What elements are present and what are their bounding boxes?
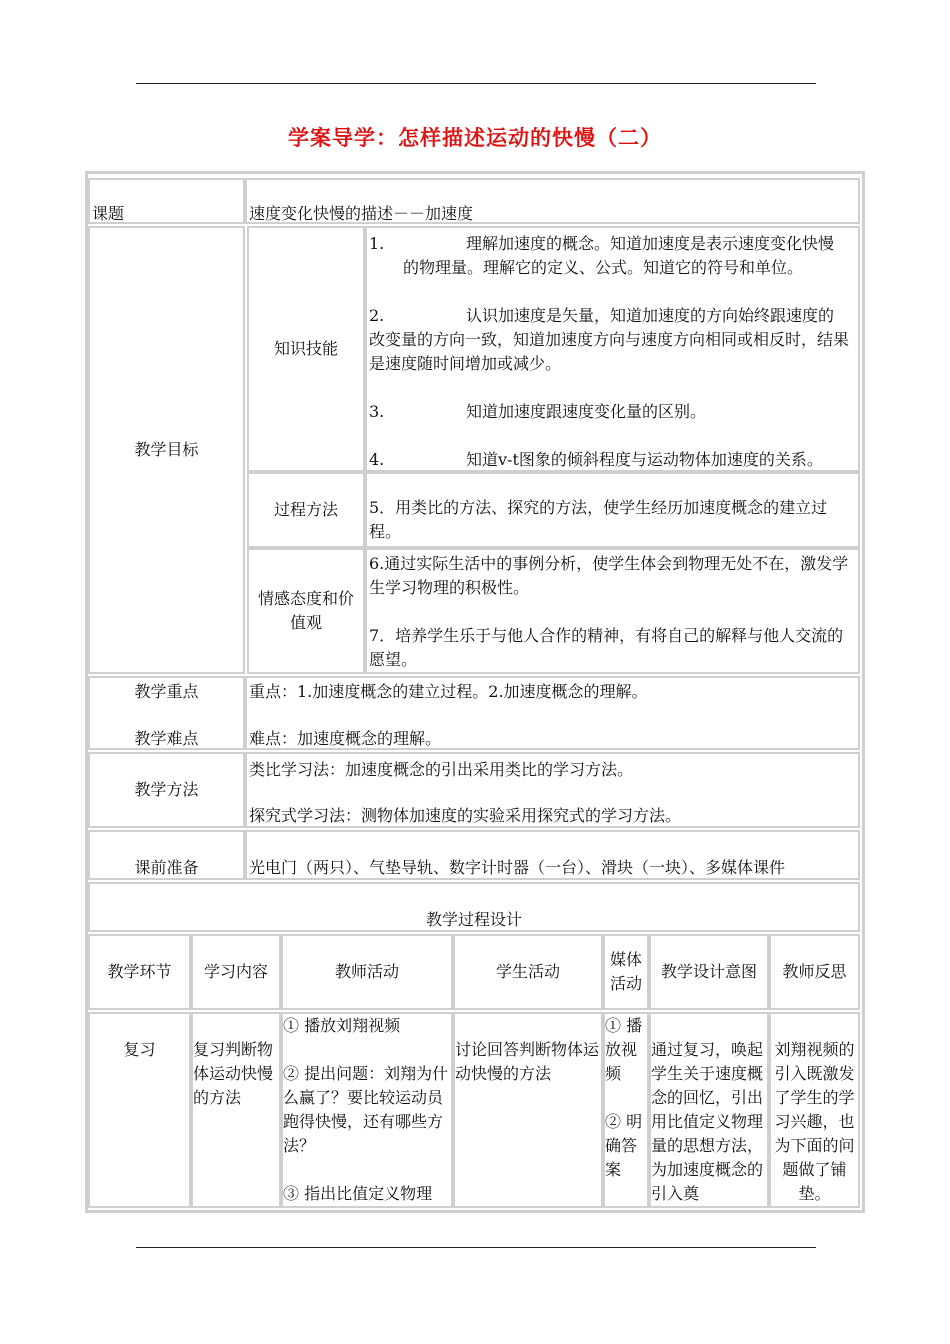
emotion-label-cell: [247, 548, 365, 674]
row-student: 讨论回答判断物体运动快慢的方法: [455, 1040, 600, 1083]
keypoint-label-cell: [88, 676, 245, 750]
objectives-label-cell: [88, 226, 245, 674]
process-design-title-cell: [88, 882, 860, 932]
methods-label: 教学方法: [134, 780, 199, 799]
emotion-item: 7．培养学生乐于与他人合作的精神，有将自己的解释与他人交流的愿望。: [369, 626, 844, 669]
objectives-label: 教学目标: [134, 440, 199, 459]
keypoint-text: 重点：1.加速度概念的建立过程。2.加速度概念的理解。: [249, 682, 648, 701]
media-activity: ① 播放视频: [605, 1016, 643, 1083]
difficulty-text: 难点：加速度概念的理解。: [249, 729, 442, 748]
difficulty-label: 教学难点: [134, 729, 199, 748]
header-media: 媒体活动: [603, 934, 649, 1010]
row-teacher-cell: [281, 1012, 453, 1208]
row-content: 复习判断物体运动快慢的方法: [193, 1040, 274, 1107]
teacher-activity: ③ 指出比值定义物理: [283, 1184, 433, 1203]
prep-label: 课前准备: [134, 858, 199, 877]
topic-label: 课题: [92, 204, 125, 223]
method-item: 类比学习法：加速度概念的引出采用类比的学习方法。: [249, 760, 634, 779]
process-design-title: 教学过程设计: [425, 910, 522, 929]
header-student: 学生活动: [453, 934, 603, 1010]
knowledge-item: 1. 理解加速度的概念。知道加速度是表示速度变化快慢: [369, 234, 835, 253]
emotion-item: 6.通过实际生活中的事例分析，使学生体会到物理无处不在，激发学生学习物理的积极性。: [369, 554, 849, 597]
header-intent: 教学设计意图: [649, 934, 769, 1010]
knowledge-item-cont: 的物理量。理解它的定义、公式。知道它的符号和单位。: [403, 258, 804, 277]
page-title: 学案导学：怎样描述运动的快慢（二）: [288, 126, 662, 150]
prep-label-cell: [88, 830, 245, 880]
row-intent: 通过复习，唤起学生关于速度概念的回忆，引出用比值定义物理量的思想方法，为加速度概念的引入奠: [651, 1040, 764, 1203]
row-reflection-cell: [769, 1012, 860, 1208]
prep-text: 光电门（两只）、气垫导轨、数字计时器（一台）、滑块（一块）、多媒体课件: [249, 858, 786, 877]
method-item: 探究式学习法：测物体加速度的实验采用探究式的学习方法。: [249, 806, 682, 825]
row-student-cell: [453, 1012, 603, 1208]
teacher-activity: ② 提出问题：刘翔为什么赢了？要比较运动员跑得快慢，还有哪些方法？: [283, 1064, 449, 1155]
header-teacher: 教师活动: [281, 934, 453, 1010]
emotion-items-cell: [365, 548, 860, 674]
row-stage: 复习: [123, 1040, 156, 1059]
knowledge-label: 知识技能: [273, 339, 338, 358]
keypoint-label: 教学重点: [134, 682, 199, 701]
methods-label-cell: [88, 752, 245, 828]
knowledge-item: 2. 认识加速度是矢量，知道加速度的方向始终跟速度的: [369, 306, 835, 325]
knowledge-items-cell: [365, 226, 860, 472]
footer-rule: [136, 1247, 816, 1248]
header-stage: 教学环节: [88, 934, 191, 1010]
row-stage-cell: [88, 1012, 191, 1208]
methods-text-cell: [245, 752, 860, 828]
knowledge-item-cont: 改变量的方向一致，知道加速度方向与速度方向相同或相反时，结果是速度随时间增加或减少。: [369, 330, 850, 373]
knowledge-item: 3. 知道加速度跟速度变化量的区别。: [369, 402, 707, 421]
media-activity: ② 明确答案: [605, 1112, 643, 1179]
process-text: 5．用类比的方法、探究的方法，使学生经历加速度概念的建立过程。: [369, 498, 828, 541]
topic-value: 速度变化快慢的描述－－加速度: [249, 204, 474, 223]
keypoint-text-cell: [245, 676, 860, 750]
header-reflection: 教师反思: [769, 934, 860, 1010]
teacher-activity: ① 播放刘翔视频: [283, 1016, 401, 1035]
topic-value-cell: [245, 178, 860, 224]
prep-text-cell: [245, 830, 860, 880]
header-rule: [136, 83, 816, 84]
row-content-cell: [191, 1012, 281, 1208]
row-reflection: 刘翔视频的引入既激发了学生的学习兴趣，也为下面的问题做了铺垫。: [774, 1040, 855, 1203]
process-text-cell: [365, 472, 860, 548]
header-content: 学习内容: [191, 934, 281, 1010]
knowledge-label-cell: [247, 226, 365, 472]
knowledge-item: 4. 知道v-t图象的倾斜程度与运动物体加速度的关系。: [369, 450, 823, 469]
row-intent-cell: [649, 1012, 769, 1208]
process-label-cell: [247, 472, 365, 548]
topic-label-cell: [88, 178, 245, 224]
process-label: 过程方法: [273, 500, 338, 519]
row-media-cell: [603, 1012, 649, 1208]
emotion-label: 情感态度和价值观: [257, 589, 354, 632]
